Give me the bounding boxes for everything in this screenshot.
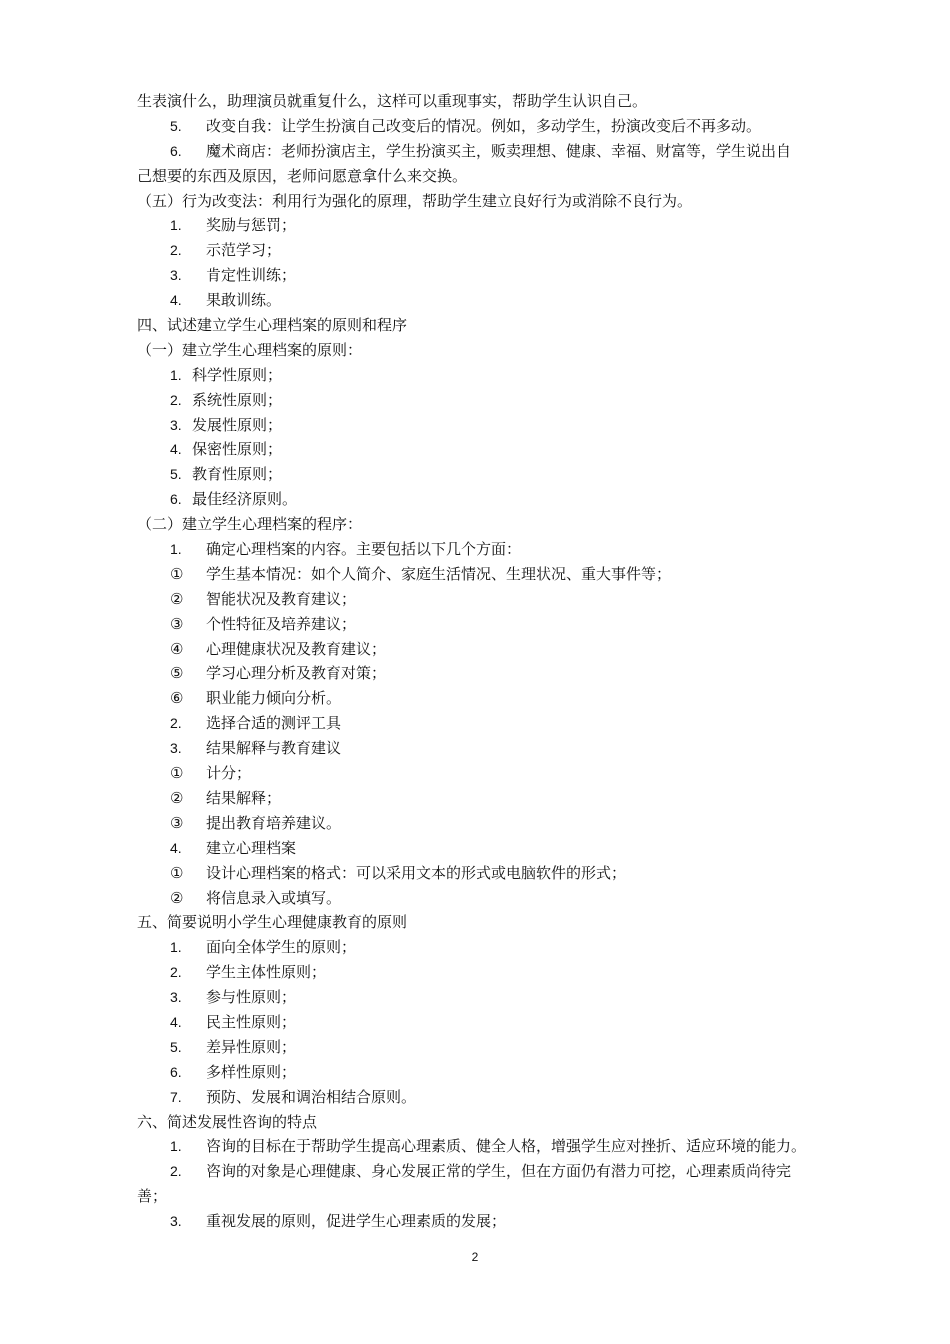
list-item (137, 736, 865, 761)
line-text: 四、试述建立学生心理档案的原则和程序 (137, 316, 408, 335)
list-marker: 2. (170, 964, 182, 981)
line-text: （二）建立学生心理档案的程序： (137, 515, 363, 534)
list-item (137, 960, 865, 985)
list-marker: ① (170, 863, 184, 882)
list-item (137, 213, 865, 238)
line-text: 示范学习； (206, 241, 282, 260)
list-marker: ④ (170, 639, 184, 658)
text-line (137, 1110, 865, 1135)
list-item (137, 238, 865, 263)
list-marker: 1. (170, 1138, 182, 1155)
list-item (137, 711, 865, 736)
list-marker: 5. (170, 1038, 182, 1055)
list-item (137, 437, 865, 462)
line-text: 预防、发展和调治相结合原则。 (206, 1087, 417, 1106)
line-text: 民主性原则； (206, 1012, 297, 1031)
line-text: 保密性原则； (192, 440, 283, 459)
line-text: 六、简述发展性咨询的特点 (137, 1112, 318, 1131)
list-item (137, 761, 865, 786)
list-marker: 4. (170, 441, 182, 458)
list-item (137, 612, 865, 637)
list-item (137, 1134, 865, 1159)
list-item (137, 836, 865, 861)
list-item (137, 587, 865, 612)
line-text: 提出教育培养建议。 (206, 813, 342, 832)
document-body (137, 89, 865, 1234)
list-item (137, 1085, 865, 1110)
text-line (137, 89, 865, 114)
line-text: 设计心理档案的格式：可以采用文本的形式或电脑软件的形式； (206, 863, 627, 882)
text-line (137, 910, 865, 935)
list-item (137, 637, 865, 662)
list-marker: ② (170, 589, 184, 608)
list-item (137, 686, 865, 711)
list-marker: ⑤ (170, 664, 184, 683)
list-marker: 2. (170, 1163, 182, 1180)
list-marker: 4. (170, 839, 182, 856)
text-line (137, 189, 865, 214)
list-item (137, 562, 865, 587)
line-text: 心理健康状况及教育建议； (206, 639, 387, 658)
line-text: （一）建立学生心理档案的原则： (137, 340, 363, 359)
line-text: 咨询的目标在于帮助学生提高心理素质、健全人格，增强学生应对挫折、适应环境的能力。 (206, 1137, 807, 1156)
list-item (137, 1159, 865, 1184)
list-marker: ③ (170, 614, 184, 633)
list-marker: 3. (170, 416, 182, 433)
list-item (137, 537, 865, 562)
list-marker: ② (170, 888, 184, 907)
list-marker: 3. (170, 1213, 182, 1230)
line-text: 最佳经济原则。 (192, 490, 298, 509)
line-text: 魔术商店：老师扮演店主，学生扮演买主，贩卖理想、健康、幸福、财富等，学生说出自 (206, 141, 792, 160)
list-marker: ① (170, 564, 184, 583)
list-item (137, 1209, 865, 1234)
list-item (137, 114, 865, 139)
line-text: 多样性原则； (206, 1062, 297, 1081)
list-item (137, 861, 865, 886)
list-item (137, 786, 865, 811)
list-item (137, 462, 865, 487)
list-marker: 1. (170, 217, 182, 234)
list-item (137, 388, 865, 413)
line-text: 个性特征及培养建议； (206, 614, 357, 633)
list-item (137, 413, 865, 438)
list-marker: 5. (170, 466, 182, 483)
text-line (137, 1184, 865, 1209)
line-text: 计分； (206, 764, 252, 783)
list-marker: 2. (170, 391, 182, 408)
text-line (137, 313, 865, 338)
list-marker: 3. (170, 740, 182, 757)
list-item (137, 811, 865, 836)
list-item (137, 263, 865, 288)
text-line (137, 512, 865, 537)
list-marker: 1. (170, 939, 182, 956)
list-marker: 2. (170, 715, 182, 732)
list-marker: 4. (170, 1013, 182, 1030)
line-text: 五、简要说明小学生心理健康教育的原则 (137, 913, 408, 932)
line-text: 结果解释与教育建议 (206, 739, 342, 758)
list-item (137, 935, 865, 960)
line-text: 参与性原则； (206, 988, 297, 1007)
list-marker: 2. (170, 242, 182, 259)
line-text: 差异性原则； (206, 1037, 297, 1056)
line-text: 发展性原则； (192, 415, 283, 434)
line-text: 己想要的东西及原因，老师问愿意拿什么来交换。 (137, 166, 468, 185)
line-text: 学生基本情况：如个人简介、家庭生活情况、生理状况、重大事件等； (206, 564, 672, 583)
list-marker: 7. (170, 1088, 182, 1105)
line-text: 建立心理档案 (206, 838, 297, 857)
line-text: 结果解释； (206, 788, 282, 807)
list-item (137, 1060, 865, 1085)
line-text: 系统性原则； (192, 390, 283, 409)
list-marker: ⑥ (170, 689, 184, 708)
list-item (137, 661, 865, 686)
list-item (137, 1035, 865, 1060)
line-text: 智能状况及教育建议； (206, 589, 357, 608)
list-marker: 3. (170, 267, 182, 284)
list-marker: ① (170, 764, 184, 783)
list-marker: 5. (170, 117, 182, 134)
list-item (137, 985, 865, 1010)
line-text: 善； (137, 1187, 168, 1206)
line-text: （五）行为改变法：利用行为强化的原理，帮助学生建立良好行为或消除不良行为。 (137, 191, 693, 210)
line-text: 改变自我：让学生扮演自己改变后的情况。例如，多动学生，扮演改变后不再多动。 (206, 116, 762, 135)
list-marker: 1. (170, 541, 182, 558)
list-marker: 1. (170, 366, 182, 383)
text-line (137, 164, 865, 189)
line-text: 果敢训练。 (206, 291, 282, 310)
list-marker: 6. (170, 1063, 182, 1080)
list-marker: ③ (170, 813, 184, 832)
list-marker: 4. (170, 292, 182, 309)
line-text: 重视发展的原则，促进学生心理素质的发展； (206, 1212, 507, 1231)
line-text: 将信息录入或填写。 (206, 888, 342, 907)
list-marker: 6. (170, 142, 182, 159)
line-text: 肯定性训练； (206, 266, 297, 285)
list-item (137, 487, 865, 512)
list-item (137, 1010, 865, 1035)
list-marker: 6. (170, 491, 182, 508)
line-text: 面向全体学生的原则； (206, 938, 357, 957)
page-number: 2 (471, 1250, 479, 1264)
list-item (137, 363, 865, 388)
text-line (137, 338, 865, 363)
line-text: 奖励与惩罚； (206, 216, 297, 235)
line-text: 职业能力倾向分析。 (206, 689, 342, 708)
list-item (137, 886, 865, 911)
list-marker: ② (170, 788, 184, 807)
line-text: 选择合适的测评工具 (206, 714, 342, 733)
list-marker: 3. (170, 989, 182, 1006)
line-text: 科学性原则； (192, 365, 283, 384)
list-item (137, 288, 865, 313)
list-item (137, 139, 865, 164)
line-text: 学生主体性原则； (206, 963, 327, 982)
line-text: 生表演什么，助理演员就重复什么，这样可以重现事实，帮助学生认识自己。 (137, 92, 648, 110)
line-text: 确定心理档案的内容。主要包括以下几个方面： (206, 540, 522, 559)
line-text: 学习心理分析及教育对策； (206, 664, 387, 683)
line-text: 咨询的对象是心理健康、身心发展正常的学生，但在方面仍有潜力可挖，心理素质尚待完 (206, 1162, 792, 1181)
line-text: 教育性原则； (192, 465, 283, 484)
